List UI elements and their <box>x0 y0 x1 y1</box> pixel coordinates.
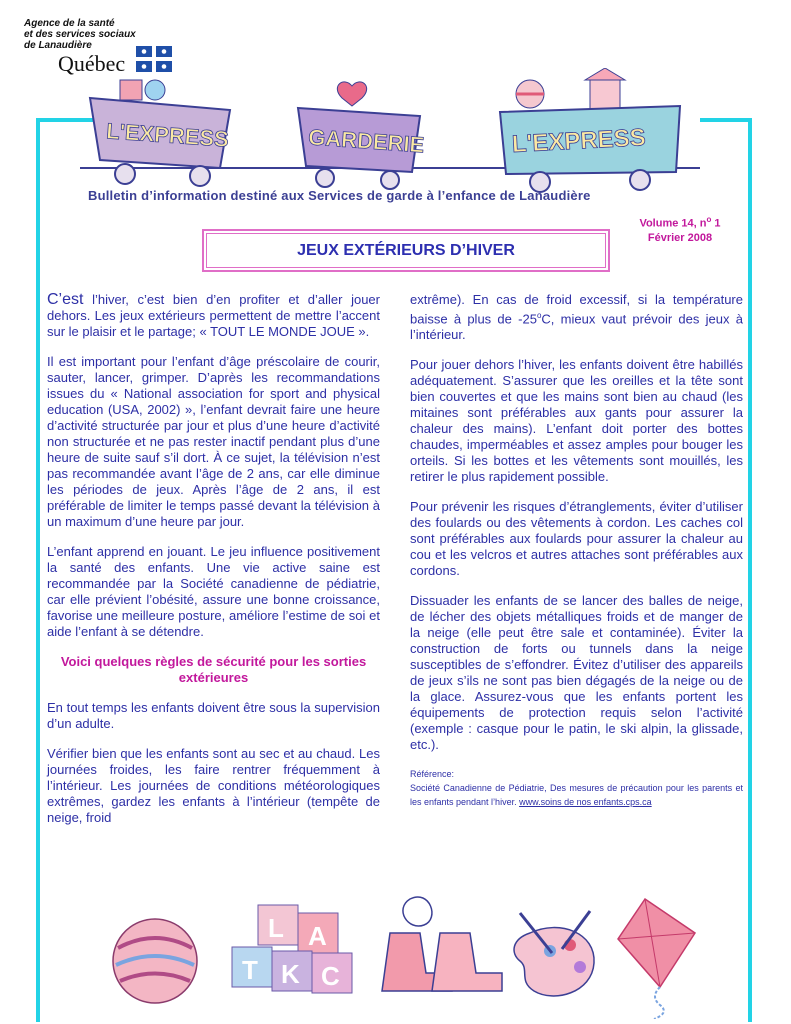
paragraph: Pour prévenir les risques d’étranglements, éviter d’utiliser des foulards ou des vêtements à cordon. Les caches col sont préférables aux foulards pour assurer la chaleur au cou et les velcros et autres attaches sont préférables aux cordons. <box>410 499 743 579</box>
reference-link[interactable]: www.soins de nos enfants.cps.ca <box>519 797 652 808</box>
agency-line-1: Agence de la santé <box>24 18 115 29</box>
volume-number <box>620 213 740 231</box>
reference-block <box>410 767 743 809</box>
paragraph <box>410 292 743 343</box>
agency-name <box>24 18 136 51</box>
beach-ball-icon <box>113 919 197 1003</box>
paragraph-text: extrême). En cas de froid excessif, si la température baisse à plus de -25 <box>410 292 743 327</box>
paragraph-text: C, mieux vaut prévoir des jeux à l’intérieur. <box>410 311 743 343</box>
volume-sup: o <box>706 215 712 224</box>
volume-issue: 1 <box>711 217 721 230</box>
right-column <box>410 292 743 809</box>
car-1-label: L'EXPRESS <box>105 118 230 152</box>
bulletin-tagline: Bulletin d’information destiné aux Services de garde à l’enfance de Lanaudière <box>88 188 591 203</box>
alphabet-blocks-icon <box>232 905 352 993</box>
car-2-label: GARDERIE <box>307 124 426 158</box>
block-letter: L <box>268 913 284 943</box>
paragraph: Pour jouer dehors l’hiver, les enfants doivent être habillés adéquatement. S’assurer que les oreilles et la tête sont bien couvertes et que les mains sont bien au chaud (les mitaines sont préférables aux gants pour assurer la chaleur des mains). L’enfant doit porter des bottes chaudes, imperméables et assez amples pour bouger les orteils. Si les bottes et les vêtements sont mouillés, les retirer le plus rapidement possible. <box>410 357 743 485</box>
block-letter: K <box>281 959 300 989</box>
paragraph-text: l’hiver, c’est bien d’en profiter et d’aller jouer dehors. Les jeux extérieurs permettent de mettre l’accent sur le plaisir et le partage; « TOUT LE MONDE JOUE ». <box>47 292 380 339</box>
right-border-bar <box>748 118 752 1022</box>
left-column <box>47 292 380 840</box>
paragraph: Vérifier bien que les enfants sont au sec et au chaud. Les journées froides, les faire rentrer fréquemment à l’intérieur. Les journées de conditions météorologiques extrêmes, gardez les enfants à l’intérieur (tempête de neige, froid <box>47 746 380 825</box>
article-title-box <box>202 229 610 272</box>
winter-boots-icon <box>382 897 502 991</box>
article-title: JEUX EXTÉRIEURS D’HIVER <box>297 241 515 259</box>
agency-line-2: et des services sociaux <box>24 29 136 40</box>
reference-citation: Société Canadienne de Pédiatrie, Des mesures de précaution pour les parents et les enfants pendant l’hiver. <box>410 783 743 808</box>
train-car-1 <box>90 80 230 186</box>
kite-icon <box>618 899 695 1019</box>
express-train-banner <box>80 68 710 208</box>
paint-palette-icon <box>514 911 594 996</box>
paragraph: L’enfant apprend en jouant. Le jeu influence positivement la santé des enfants. Une vie active saine est recommandée par la Société canadienne de pédiatrie, car elle prévient l’obésité, assure une bonne croissance, favorise une meilleure posture, améliore l’estime de soi et aide l’enfant à se détendre. <box>47 544 380 639</box>
block-letter: A <box>308 921 327 951</box>
safety-rules-subheading: Voici quelques règles de sécurité pour les sorties extérieures <box>60 654 367 685</box>
volume-date: Février 2008 <box>647 231 713 244</box>
paragraph: Dissuader les enfants de se lancer des balles de neige, de lécher des objets métalliques froids et de manger de la neige (elle peut être sale et contaminée). Éviter la construction de forts ou tunnels dans la neige susceptibles de s’effondrer. Évitez d’utiliser des appareils de jeux s’ils ne sont pas bien dégagés de la neige ou de la glace. Assurez-vous que les enfants portent les équipements de protection requis selon l’activité (exemple : casque pour le patin, le ski alpin, la glissade, etc.). <box>410 593 743 753</box>
quebec-wordmark: Québec <box>58 51 126 76</box>
volume-text: Volume 14, n <box>639 217 707 230</box>
reference-label: Référence: <box>410 769 455 780</box>
degree-sup: o <box>536 311 542 320</box>
train-car-3 <box>500 68 680 192</box>
volume-info <box>620 213 740 245</box>
paragraph <box>47 292 380 340</box>
agency-line-3: de Lanaudière <box>24 40 92 51</box>
lead-word: C’est <box>47 291 84 308</box>
train-car-2 <box>298 82 425 189</box>
car-3-label: L'EXPRESS <box>511 124 647 159</box>
block-letter: T <box>242 955 258 985</box>
paragraph: Il est important pour l’enfant d’âge préscolaire de courir, sauter, lancer, grimper. D’après les recommandations issues du « National association for sport and physical education (USA, 2002) », l’enfant devrait faire une heure d’activité structurée par jour et plus d’une heure d’activité non structurée et ne pas rester inactif pendant plus d’une heure de suite sauf s’il dort. À ce sujet, la télévision n’est pas recommandée avant l’âge de 2 ans, car elle diminue les périodes de jeux. Après l’âge de 2 ans, il est préférable de limiter le temps passé devant la télévision à un maximum d’une heure par jour. <box>47 354 380 529</box>
left-border-bar <box>36 118 40 1022</box>
reference-text <box>410 781 743 809</box>
block-letter: C <box>321 961 340 991</box>
toys-illustration <box>100 893 700 1019</box>
paragraph: En tout temps les enfants doivent être sous la supervision d’un adulte. <box>47 700 380 731</box>
